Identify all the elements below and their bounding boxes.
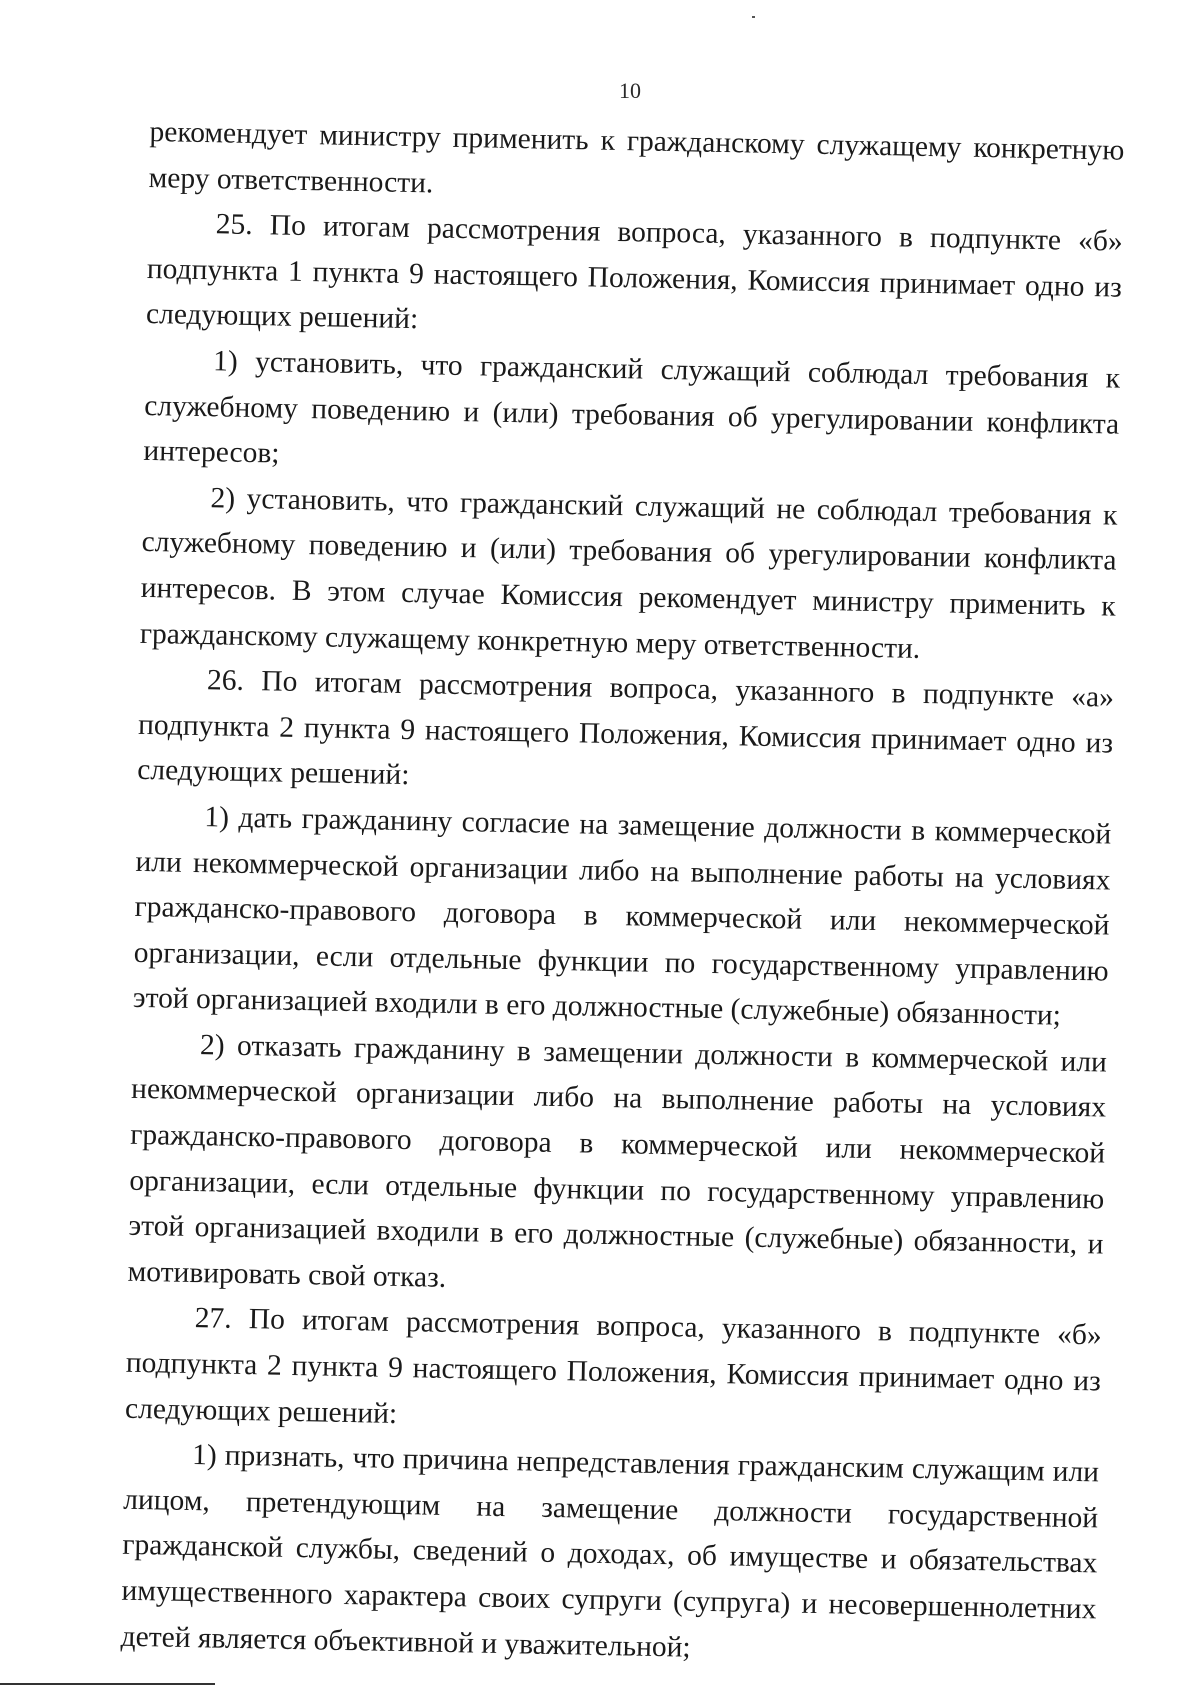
paragraph-item-27: 27. По итогам рассмотрения вопроса, указанного в подпункте «б» подпункта 2 пункта 9 настоящего Положения, Комиссия принимает одно из следующих решений: — [124, 1302, 1102, 1430]
footer-rule — [0, 1683, 215, 1685]
paragraph-item-27-1: 1) признать, что причина непредставления гражданским служащим или лицом, претендующим на замещение должности государственной гражданской службы, сведений о доходах, об имуществе и обязательствах имущественного характера своих супруги (супруга) и несовершеннолетних детей является объективной и уважительной; — [120, 1439, 1100, 1664]
paragraph-item-25-2: 2) установить, что гражданский служащий не соблюдал требования к служебному поведению и (или) требования об урегулировании конфликта интересов. В этом случае Комиссия рекомендует министру применить к гражданскому служащему конкретную меру ответственности. — [139, 481, 1118, 665]
paragraph-continuation: рекомендует министру применить к гражданскому служащему конкретную меру ответственности. — [148, 115, 1125, 200]
document-body — [120, 110, 1125, 1679]
paragraph-item-25: 25. По итогам рассмотрения вопроса, указанного в подпункте «б» подпункта 1 пункта 9 настоящего Положения, Комиссия принимает одно из следующих решений: — [145, 208, 1123, 336]
paragraph-item-26-2: 2) отказать гражданину в замещении должности в коммерческой или некоммерческой организации либо на выполнение работы на условиях гражданско-правового договора в коммерческой или некоммерческой организации, если отдельные функции по государственному управлению этой организацией входили в его должностные (служебные) обязанности, и мотивировать свой отказ. — [127, 1029, 1108, 1294]
paragraph-item-26: 26. По итогам рассмотрения вопроса, указанного в подпункте «а» подпункта 2 пункта 9 настоящего Положения, Комиссия принимает одно из следующих решений: — [137, 664, 1115, 792]
page-number: 10 — [619, 78, 641, 103]
paragraph-item-26-1: 1) дать гражданину согласие на замещение должности в коммерческой или некоммерческой организации либо на выполнение работы на условиях гражданско-правового договора в коммерческой или некоммерческой организации, если отдельные функции по государственному управлению этой организацией входили в его должностные (служебные) обязанности; — [132, 801, 1112, 1032]
paragraph-item-25-1: 1) установить, что гражданский служащий соблюдал требования к служебному поведению и (или) требования об урегулировании конфликта интересов; — [143, 345, 1121, 470]
scan-speck — [752, 16, 755, 18]
